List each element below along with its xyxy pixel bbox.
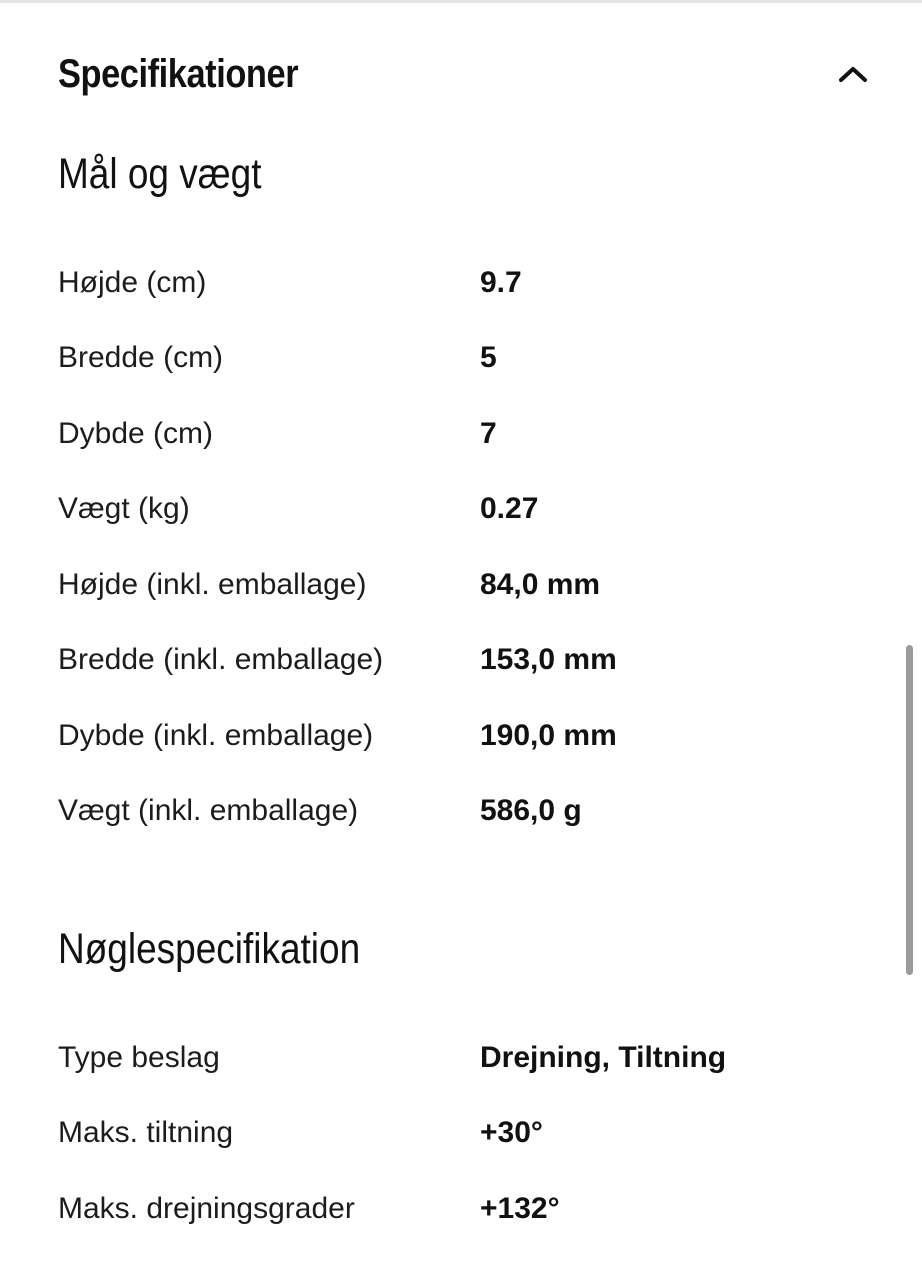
- spec-row: [58, 333, 878, 383]
- spec-row: [58, 409, 878, 459]
- spec-value: 5: [480, 341, 497, 374]
- spec-label: Maks. drejningsgrader: [58, 1192, 355, 1225]
- scrollbar-thumb[interactable]: [906, 645, 913, 975]
- spec-value: +30°: [480, 1116, 543, 1149]
- spec-label: Vægt (inkl. emballage): [58, 794, 359, 827]
- section-title: Specifikationer: [58, 51, 299, 96]
- spec-label: Vægt (kg): [58, 492, 190, 525]
- spec-row: [58, 484, 878, 534]
- group-title-key-specs: Nøglespecifikation: [58, 925, 361, 973]
- spec-row: [58, 635, 878, 685]
- specifications-accordion-header[interactable]: [58, 44, 868, 104]
- spec-row: [58, 1184, 878, 1234]
- spec-label: Type beslag: [58, 1041, 220, 1074]
- spec-value: 586,0 g: [480, 794, 582, 827]
- spec-row: [58, 786, 878, 836]
- spec-label: Dybde (cm): [58, 417, 214, 450]
- spec-value: 153,0 mm: [480, 643, 617, 676]
- spec-value: 0.27: [480, 492, 539, 525]
- spec-value: 9.7: [480, 266, 522, 299]
- top-divider: [0, 0, 922, 3]
- spec-value: Drejning, Tiltning: [480, 1041, 727, 1074]
- spec-value: 7: [480, 417, 497, 450]
- spec-label: Bredde (inkl. emballage): [58, 643, 384, 676]
- spec-value: +132°: [480, 1192, 560, 1225]
- chevron-up-icon[interactable]: [838, 59, 868, 89]
- spec-label: Højde (cm): [58, 266, 207, 299]
- spec-label: Højde (inkl. emballage): [58, 568, 367, 601]
- group-title-dimensions-weight: Mål og vægt: [58, 150, 262, 198]
- spec-value: 190,0 mm: [480, 719, 617, 752]
- spec-row: [58, 711, 878, 761]
- spec-label: Dybde (inkl. emballage): [58, 719, 374, 752]
- spec-row: [58, 1033, 878, 1083]
- spec-label: Maks. tiltning: [58, 1116, 234, 1149]
- spec-row: [58, 258, 878, 308]
- spec-row: [58, 560, 878, 610]
- spec-label: Bredde (cm): [58, 341, 224, 374]
- spec-row: [58, 1108, 878, 1158]
- spec-value: 84,0 mm: [480, 568, 601, 601]
